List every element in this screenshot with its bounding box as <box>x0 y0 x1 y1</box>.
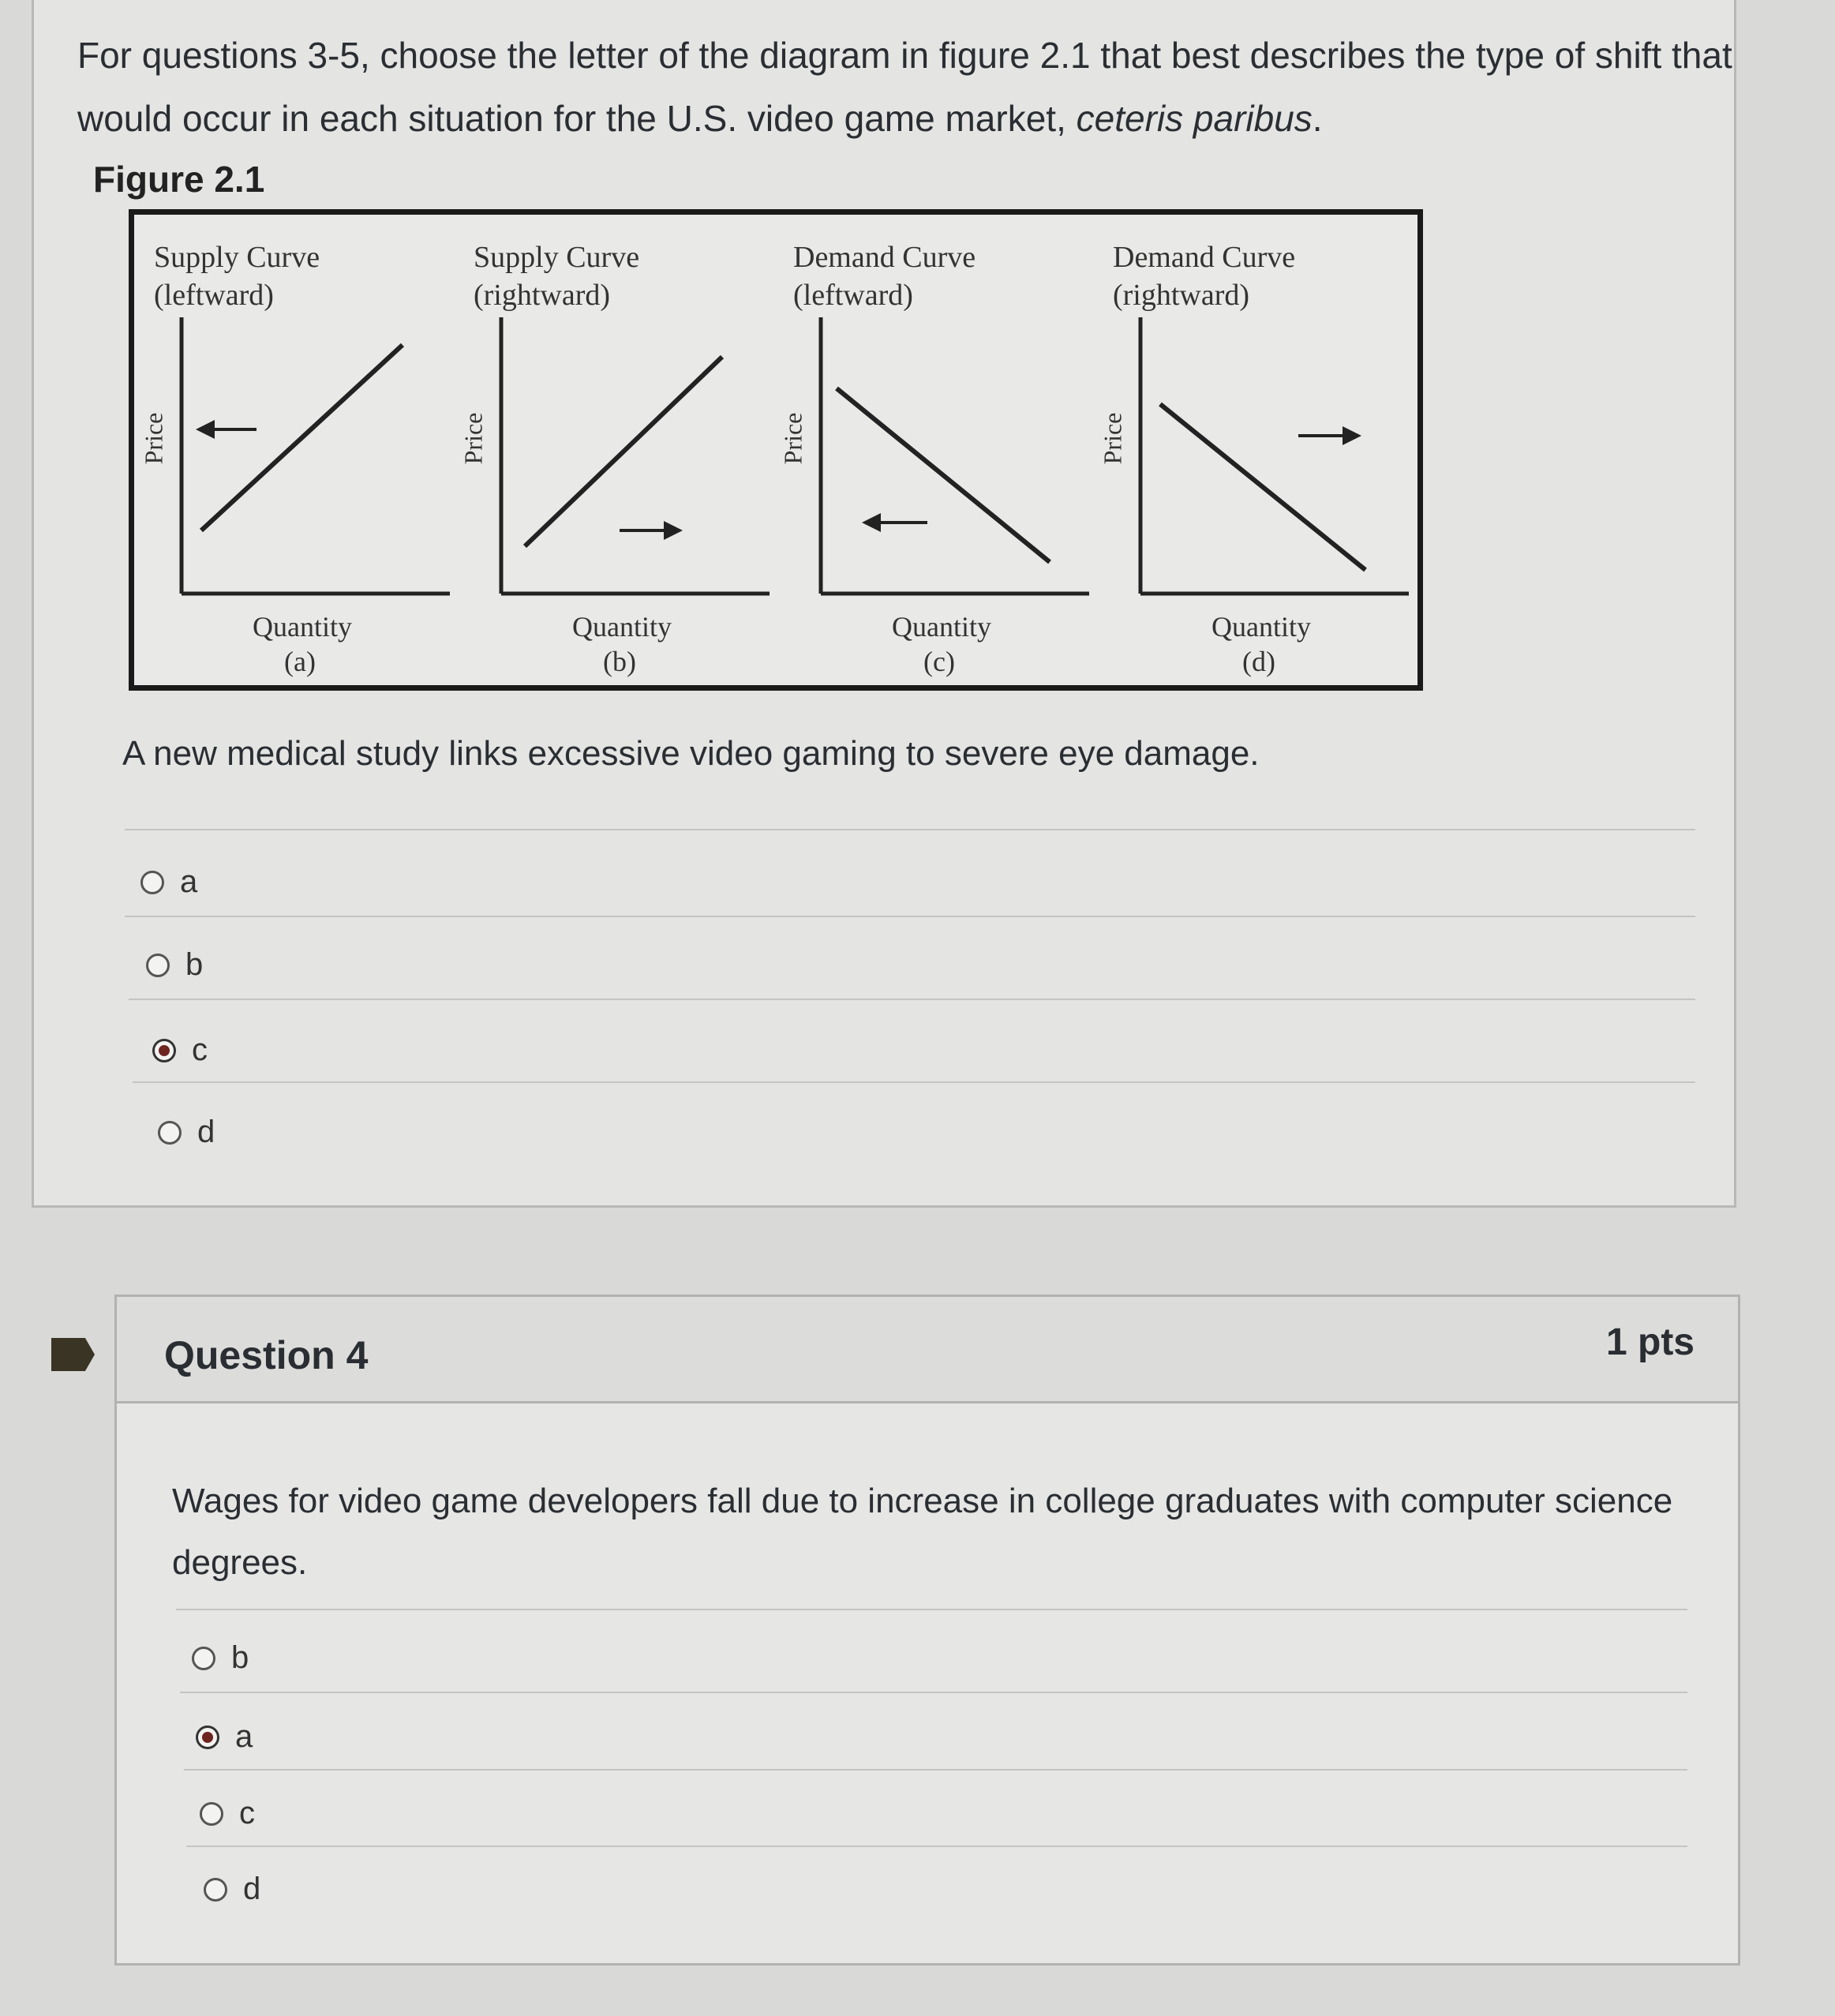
q4-option-a[interactable] <box>196 1719 253 1755</box>
q4-option-c-label: c <box>239 1796 255 1831</box>
q3-radio-c-selected[interactable] <box>152 1039 176 1062</box>
q4-radio-c[interactable] <box>200 1802 223 1826</box>
divider <box>125 916 1695 917</box>
q3-option-c[interactable] <box>152 1032 208 1068</box>
panel-d-graph <box>1101 302 1421 609</box>
panel-a-y-label: Price <box>139 412 168 465</box>
panel-c-demand-leftward <box>778 215 1101 688</box>
panel-b-x-label: Quantity (b) <box>572 611 672 677</box>
panel-d-demand-rightward <box>1098 215 1421 688</box>
q3-option-a-label: a <box>180 864 198 899</box>
q4-radio-d[interactable] <box>204 1878 227 1902</box>
figure-title: Figure 2.1 <box>93 159 265 200</box>
panel-c-y-label: Price <box>778 412 807 465</box>
panel-a-supply-curve <box>201 345 403 530</box>
question-4-header <box>117 1297 1738 1403</box>
question-4-card <box>114 1295 1740 1965</box>
panel-d-y-label: Price <box>1098 412 1127 465</box>
divider <box>129 999 1695 1000</box>
q3-option-a[interactable] <box>140 864 197 900</box>
panel-b-graph <box>462 302 781 609</box>
divider <box>180 1692 1687 1693</box>
panel-a-graph <box>142 302 462 609</box>
question-4-prompt: Wages for video game developers fall due to increase in college graduates with computer science degrees. <box>172 1482 1673 1582</box>
figure-2-1 <box>129 209 1423 691</box>
panel-b-letter: (b) <box>603 646 636 677</box>
panel-a-x-label: Quantity (a) <box>253 611 352 677</box>
q4-option-d[interactable] <box>204 1872 260 1907</box>
panel-b-title: Supply Curve (rightward) <box>474 241 640 312</box>
panel-c-arrowhead <box>862 513 881 532</box>
panel-c-graph <box>781 302 1101 609</box>
panel-a-supply-leftward <box>139 215 462 688</box>
q3-option-c-label: c <box>192 1032 208 1067</box>
question-3-card <box>32 0 1736 1208</box>
q3-option-b[interactable] <box>146 947 203 983</box>
q4-option-d-label: d <box>243 1872 261 1906</box>
divider <box>176 1609 1687 1610</box>
q3-option-d-label: d <box>197 1115 215 1149</box>
q3-option-b-label: b <box>185 947 204 982</box>
panel-a-arrowhead <box>196 420 215 439</box>
q4-option-a-label: a <box>235 1719 253 1754</box>
panel-d-demand-curve <box>1160 404 1365 570</box>
panel-c-demand-curve <box>837 388 1050 562</box>
panel-a-title: Supply Curve (leftward) <box>154 241 320 312</box>
panel-c-letter: (c) <box>923 646 955 677</box>
panel-a-letter: (a) <box>284 646 316 677</box>
panel-b-arrowhead <box>664 521 683 540</box>
q4-option-c[interactable] <box>200 1796 255 1831</box>
panel-d-letter: (d) <box>1242 646 1275 677</box>
question-4-title: Question 4 <box>164 1333 369 1377</box>
panel-d-arrowhead <box>1343 426 1361 445</box>
panel-c-title: Demand Curve (leftward) <box>793 241 976 312</box>
panel-d-x-label: Quantity (d) <box>1211 611 1311 677</box>
divider <box>186 1846 1687 1847</box>
q3-option-d[interactable] <box>158 1115 215 1150</box>
question-3-instructions: For questions 3-5, choose the letter of the diagram in figure 2.1 that best describes the type of shift that would occur in each situation for the U.S. video game market, ceteris paribus. <box>77 35 1732 139</box>
panel-b-y-label: Price <box>459 412 488 465</box>
q4-radio-a-selected[interactable] <box>196 1726 219 1749</box>
q4-option-b[interactable] <box>192 1640 249 1676</box>
divider <box>133 1081 1695 1083</box>
q3-radio-a[interactable] <box>140 871 164 894</box>
panel-b-supply-rightward <box>459 215 781 688</box>
q3-radio-d[interactable] <box>158 1121 182 1145</box>
q4-radio-b[interactable] <box>192 1647 215 1670</box>
question-3-prompt: A new medical study links excessive video gaming to severe eye damage. <box>122 734 1260 773</box>
panel-d-title: Demand Curve (rightward) <box>1113 241 1296 312</box>
q4-option-b-label: b <box>231 1640 249 1675</box>
divider <box>184 1769 1687 1771</box>
question-4-points: 1 pts <box>1605 1321 1695 1363</box>
q3-radio-b[interactable] <box>146 954 170 977</box>
panel-b-supply-curve <box>525 357 722 546</box>
panel-c-x-label: Quantity (c) <box>892 611 991 677</box>
bookmark-flag-icon[interactable] <box>51 1338 95 1371</box>
divider <box>125 829 1695 830</box>
